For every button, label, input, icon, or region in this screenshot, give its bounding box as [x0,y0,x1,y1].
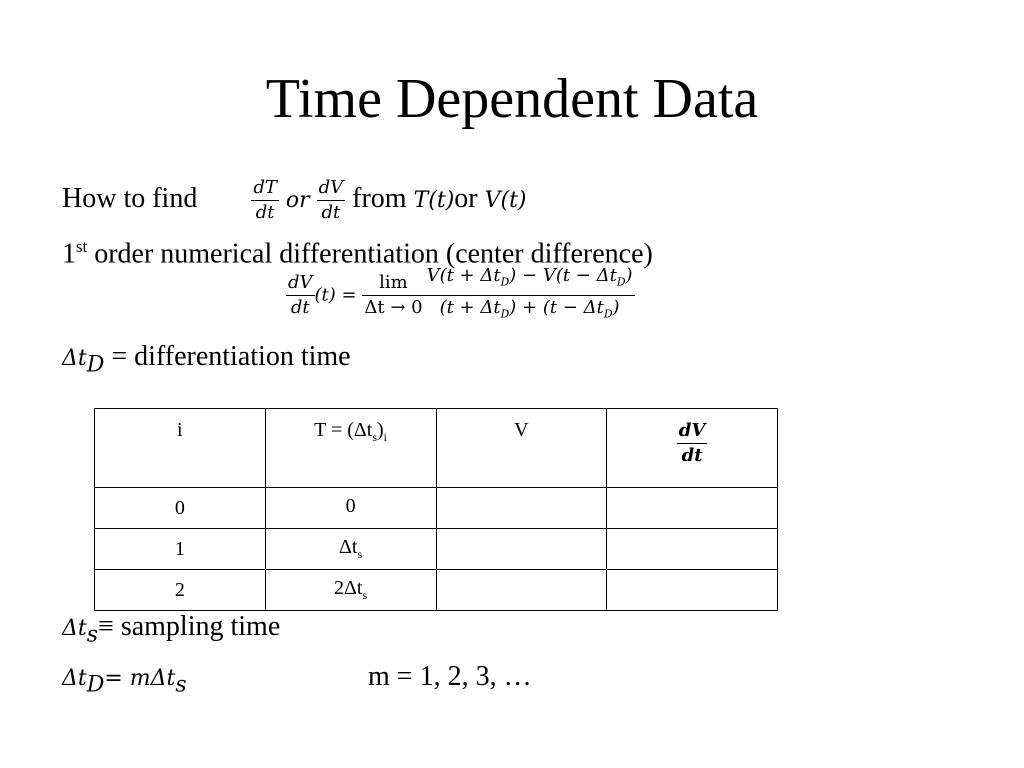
limit-expression: $\frac{\lim}{\Delta t \to 0}$ [364,271,423,318]
from-text: from [352,182,414,214]
center-difference-formula: $\frac{dV}{dt}$ (t) = $\frac{\lim}{\Delta t \to 0}$ $\frac{V(t + \Delta t_D) - V(t - \Delta t_D)}{(t + \Delta t_D) + (t - \Delta t_D)}$ [286,264,635,326]
header-i: i [95,409,266,488]
table-row: 1 $\Delta t_s$ [95,529,778,570]
differentiation-time-definition: $\Delta t_D$ = differentiation time [62,341,351,378]
difference-quotient: $\frac{V(t + \Delta t_D) - V(t - \Delta t_D)}{(t + \Delta t_D) + (t - \Delta t_D)}$ [426,265,633,321]
slide-title: Time Dependent Data [265,68,759,130]
ordinal-superscript: st [76,237,88,256]
V-of-t: V(t) [484,187,527,213]
header-T: $T = (\Delta t_s)_i$ [265,409,436,488]
formula-lhs-fraction: $\frac{dV}{dt}$ [288,271,313,318]
T-of-t: T(t) [413,187,455,213]
header-dVdt: $\frac{dV}{dt}$ [607,409,778,488]
m-values: m = 1, 2, 3, … [368,661,532,692]
or-math-text: or [285,187,310,213]
how-to-find-label: How to find [62,182,198,214]
table-header-row [95,409,778,488]
method-line: 1st order numerical differentiation (center difference) [62,237,653,270]
or-text: or [454,182,485,214]
question-line [62,176,527,225]
dV-dt-fraction: $\frac{dV}{dt}$ [318,177,344,223]
differentiation-time-relation: $\Delta t_D= m\Delta t_s$ [62,666,187,698]
dT-dt-fraction: $\frac{dT}{dt}$ [253,177,277,223]
data-table [94,408,778,611]
table-row: 2 $2\Delta t_s$ [95,570,778,611]
table-row: 0 0 [95,488,778,529]
header-V: V [436,409,607,488]
sampling-time-definition: $\Delta t_s\equiv$ sampling time [62,611,281,648]
